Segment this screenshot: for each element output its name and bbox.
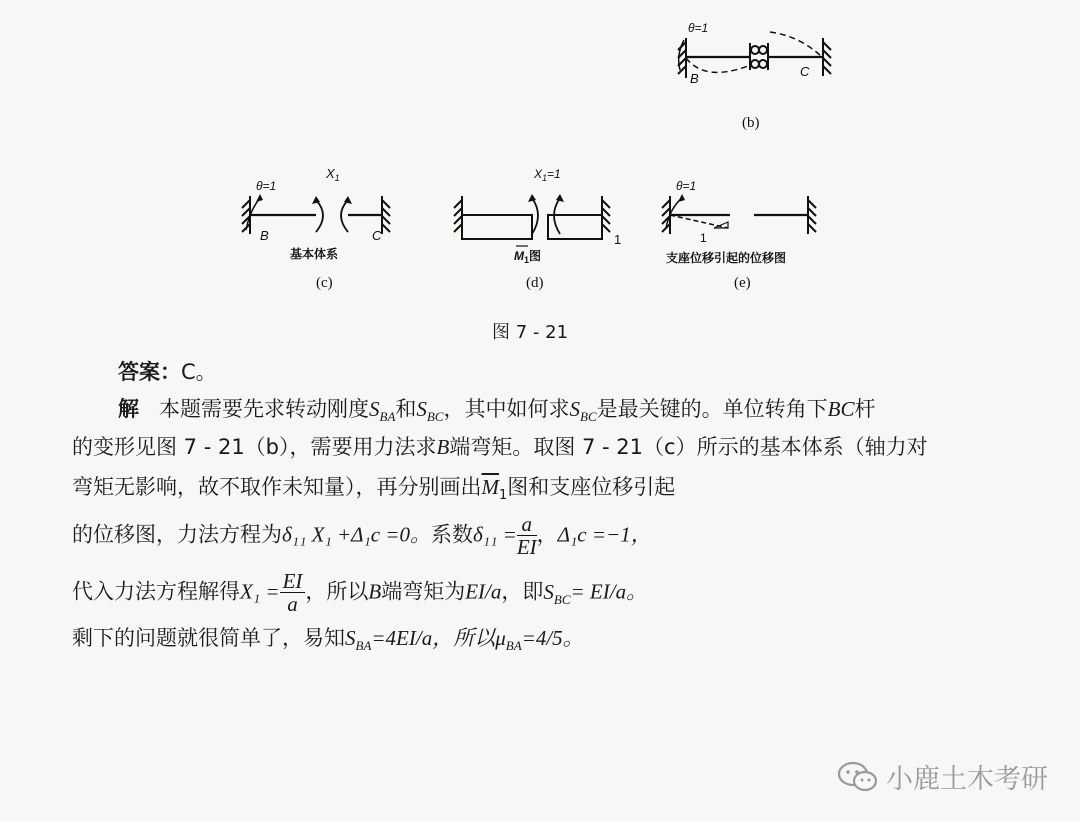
answer-value: C。 <box>181 360 217 384</box>
solution-line-2: 的变形见图 7 - 21（b），需要用力法求B端弯矩。取图 7 - 21（c）所示的基本体系（轴力对 <box>72 435 928 459</box>
theta-label: θ=1 <box>676 179 697 193</box>
theta-label: θ=1 <box>688 21 709 35</box>
solution-line-3: 弯矩无影响，故不取作未知量），再分别画出$\overline{M}_1$图和支座位移引起 <box>72 475 676 504</box>
moment-diagram-left <box>462 215 532 239</box>
answer-label: 答案： <box>118 360 181 384</box>
node-c-label: C <box>372 228 382 243</box>
fraction-ei-over-a: $\frac{EI}{a}$ <box>280 570 306 615</box>
figure-e-caption: (e) <box>734 275 751 291</box>
node-c-label: C <box>800 64 810 79</box>
theta-label: θ=1 <box>256 179 277 193</box>
fixed-support-left <box>662 196 670 234</box>
figure-e-subtitle: 支座位移引起的位移图 <box>666 251 787 265</box>
solution-line-4: 的位移图，力法方程为δ₁₁ X₁ +Δ₁c =0。系数δ₁₁ = $\frac{a}{EI}$ ，Δ₁c =−1， <box>72 512 652 560</box>
fixed-support-left <box>454 196 462 240</box>
fixed-support-right <box>602 196 610 240</box>
value-one-label: 1 <box>614 232 622 247</box>
value-one-label: 1 <box>700 231 707 245</box>
fixed-support-right <box>808 196 816 234</box>
figure-d-caption: (d) <box>526 275 544 291</box>
figure-d <box>448 160 638 295</box>
wechat-icon <box>836 760 880 794</box>
answer-line <box>118 362 217 383</box>
slider-connection <box>750 43 768 70</box>
solution-line-5: 代入力法方程解得X₁ = $\frac{EI}{a}$ ，所以B端弯矩为EI/a，即$S_{BC}= EI/a$。 <box>72 569 648 617</box>
fraction-a-over-ei: $\frac{a}{EI}$ <box>516 512 537 560</box>
figure-e <box>656 160 836 295</box>
watermark-text: 小鹿土木考研 <box>886 764 1048 795</box>
figure-b-caption: (b) <box>742 115 760 130</box>
fixed-support-right <box>823 38 831 76</box>
figure-c-subtitle: 基本体系 <box>290 247 339 261</box>
figure-c <box>232 160 412 295</box>
fixed-support-right <box>382 196 390 234</box>
x1-value-label: $X_1=1$ <box>534 167 561 183</box>
figure-title: 图 7 - 21 <box>492 322 569 343</box>
watermark <box>836 757 1048 796</box>
x1-label: $X_1$ <box>326 166 340 183</box>
figure-b <box>660 10 850 130</box>
figure-c-caption: (c) <box>316 275 333 291</box>
node-b-label: B <box>690 71 699 86</box>
solution-line-1: 解 本题需要先求转动刚度$S_{BA}$和$S_{BC}$，其中如何求$S_{BC}$是最关键的。单位转角下BC杆 <box>118 397 876 425</box>
solution-line-6: 剩下的问题就很简单了，易知$S_{BA}=4EI/a$，所以$\mu_{BA}=4/5$。 <box>72 626 584 654</box>
figure-d-subtitle: $M_1$图 <box>514 249 542 265</box>
solution-label: 解 <box>118 397 139 421</box>
node-b-label: B <box>260 228 269 243</box>
